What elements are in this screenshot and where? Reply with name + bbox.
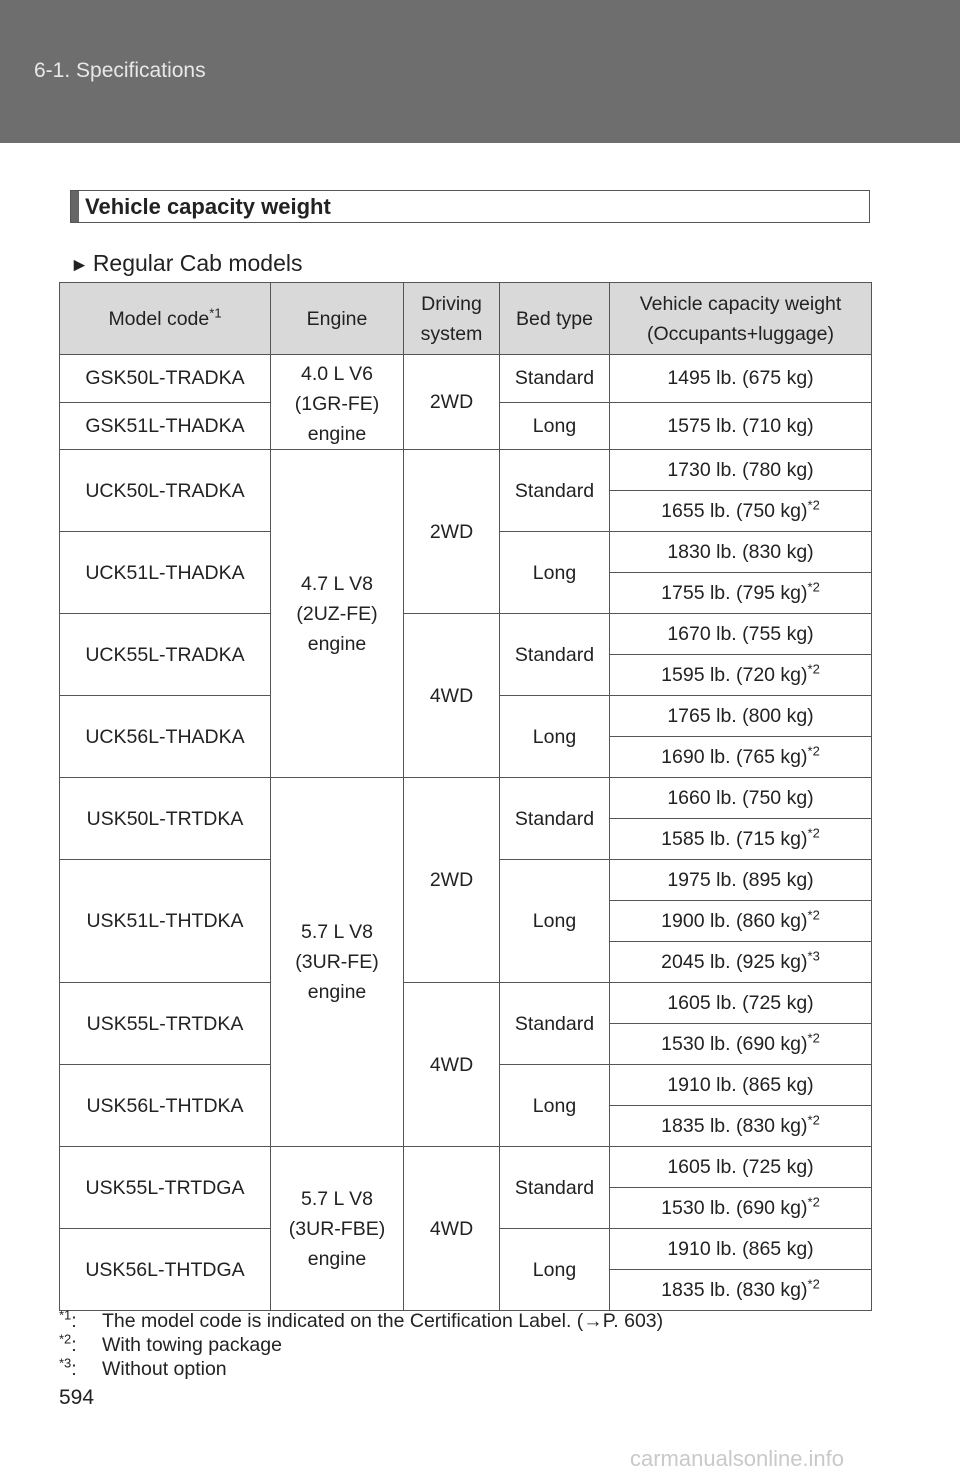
capacity-cell: 1595 lb. (720 kg)$^{*2}$ (610, 655, 872, 696)
capacity-cell: 1495 lb. (675 kg) (610, 355, 872, 403)
section-heading-bar (71, 191, 79, 222)
model-code-cell: USK55L-TRTDGA (60, 1147, 271, 1229)
footnote-ref: *2 (807, 1276, 820, 1292)
bed-type-cell: Long (500, 402, 610, 450)
footnote-text: With towing package (102, 1334, 282, 1356)
model-code-cell: USK56L-THTDKA (60, 1065, 271, 1147)
footnote-ref: *2 (807, 907, 820, 923)
bed-type-cell: Standard (500, 355, 610, 403)
table-row (60, 778, 872, 819)
engine-cell: 4.0 L V6 (1GR-FE) engine (271, 355, 404, 450)
capacity-cell: 1910 lb. (865 kg) (610, 1065, 872, 1106)
driving-system-cell: 4WD (404, 1147, 500, 1311)
engine-cell: 4.7 L V8 (2UZ-FE) engine (271, 450, 404, 778)
capacity-cell: 1530 lb. (690 kg)$^{*2}$ (610, 1188, 872, 1229)
driving-system-cell: 2WD (404, 450, 500, 614)
bed-type-cell: Standard (500, 983, 610, 1065)
bed-type-cell: Long (500, 860, 610, 983)
capacity-cell: 1605 lb. (725 kg) (610, 983, 872, 1024)
bed-type-cell: Long (500, 532, 610, 614)
capacity-cell: 1765 lb. (800 kg) (610, 696, 872, 737)
page-number: 594 (59, 1386, 95, 1409)
capacity-cell: 1575 lb. (710 kg) (610, 402, 872, 450)
model-code-cell: USK50L-TRTDKA (60, 778, 271, 860)
capacity-cell: 1900 lb. (860 kg)$^{*2}$ (610, 901, 872, 942)
capacity-cell: 1830 lb. (830 kg) (610, 532, 872, 573)
model-code-cell: UCK50L-TRADKA (60, 450, 271, 532)
capacity-cell: 1530 lb. (690 kg)$^{*2}$ (610, 1024, 872, 1065)
capacity-cell: 1655 lb. (750 kg)$^{*2}$ (610, 491, 872, 532)
model-code-cell: USK56L-THTDGA (60, 1229, 271, 1311)
capacity-cell: 1670 lb. (755 kg) (610, 614, 872, 655)
header-driving-system: Driving system (404, 283, 500, 355)
driving-system-cell: 4WD (404, 983, 500, 1147)
header-capacity: Vehicle capacity weight (Occupants+luggage) (610, 283, 872, 355)
page-header (0, 0, 960, 143)
engine-cell: 5.7 L V8 (3UR-FE) engine (271, 778, 404, 1147)
footnote-ref: *2 (807, 1112, 820, 1128)
model-code-cell: USK51L-THTDKA (60, 860, 271, 983)
section-title: Vehicle capacity weight (85, 194, 331, 219)
bed-type-cell: Standard (500, 1147, 610, 1229)
bed-type-cell: Standard (500, 614, 610, 696)
model-code-cell: USK55L-TRTDKA (60, 983, 271, 1065)
capacity-cell: 1755 lb. (795 kg)$^{*2}$ (610, 573, 872, 614)
bed-type-cell: Long (500, 1229, 610, 1311)
subheading-text: Regular Cab models (92, 250, 303, 276)
driving-system-cell: 2WD (404, 778, 500, 983)
footnote-ref: *2 (807, 497, 820, 513)
bed-type-cell: Standard (500, 450, 610, 532)
driving-system-cell: 4WD (404, 614, 500, 778)
table-row (60, 450, 872, 491)
model-code-cell: GSK50L-TRADKA (60, 355, 271, 403)
breadcrumb: 6-1. Specifications (34, 59, 206, 82)
header-model-code: Model code$^{*1}$ (60, 283, 271, 355)
capacity-cell: 1605 lb. (725 kg) (610, 1147, 872, 1188)
footnote-ref: *2 (807, 1030, 820, 1046)
header-engine: Engine (271, 283, 404, 355)
section-heading (70, 190, 870, 223)
table-row (60, 983, 872, 1024)
capacity-table (59, 282, 872, 1311)
capacity-cell: 1910 lb. (865 kg) (610, 1229, 872, 1270)
model-code-cell: UCK51L-THADKA (60, 532, 271, 614)
table-row (60, 355, 872, 403)
driving-system-cell: 2WD (404, 355, 500, 450)
table-row (60, 614, 872, 655)
capacity-cell: 1835 lb. (830 kg)$^{*2}$ (610, 1106, 872, 1147)
footnote-ref: *2 (807, 825, 820, 841)
bed-type-cell: Long (500, 1065, 610, 1147)
bed-type-cell: Standard (500, 778, 610, 860)
capacity-cell: 1835 lb. (830 kg)$^{*2}$ (610, 1270, 872, 1311)
footnote-ref: *2 (807, 743, 820, 759)
capacity-cell: 1660 lb. (750 kg) (610, 778, 872, 819)
model-code-cell: UCK55L-TRADKA (60, 614, 271, 696)
capacity-cell: 1975 lb. (895 kg) (610, 860, 872, 901)
model-code-cell: GSK51L-THADKA (60, 402, 271, 450)
watermark: carmanualsonline.info (630, 1446, 845, 1471)
footnote-text: Without option (102, 1358, 227, 1380)
capacity-cell: 2045 lb. (925 kg)$^{*3}$ (610, 942, 872, 983)
footnote-ref: *2 (807, 579, 820, 595)
engine-cell: 5.7 L V8 (3UR-FBE) engine (271, 1147, 404, 1311)
capacity-cell: 1730 lb. (780 kg) (610, 450, 872, 491)
table-row (60, 1147, 872, 1188)
table-header-row (60, 283, 872, 355)
subheading (70, 250, 302, 277)
capacity-cell: 1690 lb. (765 kg)$^{*2}$ (610, 737, 872, 778)
model-code-cell: UCK56L-THADKA (60, 696, 271, 778)
triangle-arrow-icon: ► (70, 255, 89, 276)
footnote-ref: *3 (807, 948, 820, 964)
header-bed-type: Bed type (500, 283, 610, 355)
footnote-text: The model code is indicated on the Certification Label. (→P. 603) (102, 1310, 664, 1332)
footnote-ref: *2 (807, 661, 820, 677)
footnote-ref: *2 (807, 1194, 820, 1210)
bed-type-cell: Long (500, 696, 610, 778)
capacity-cell: 1585 lb. (715 kg)$^{*2}$ (610, 819, 872, 860)
